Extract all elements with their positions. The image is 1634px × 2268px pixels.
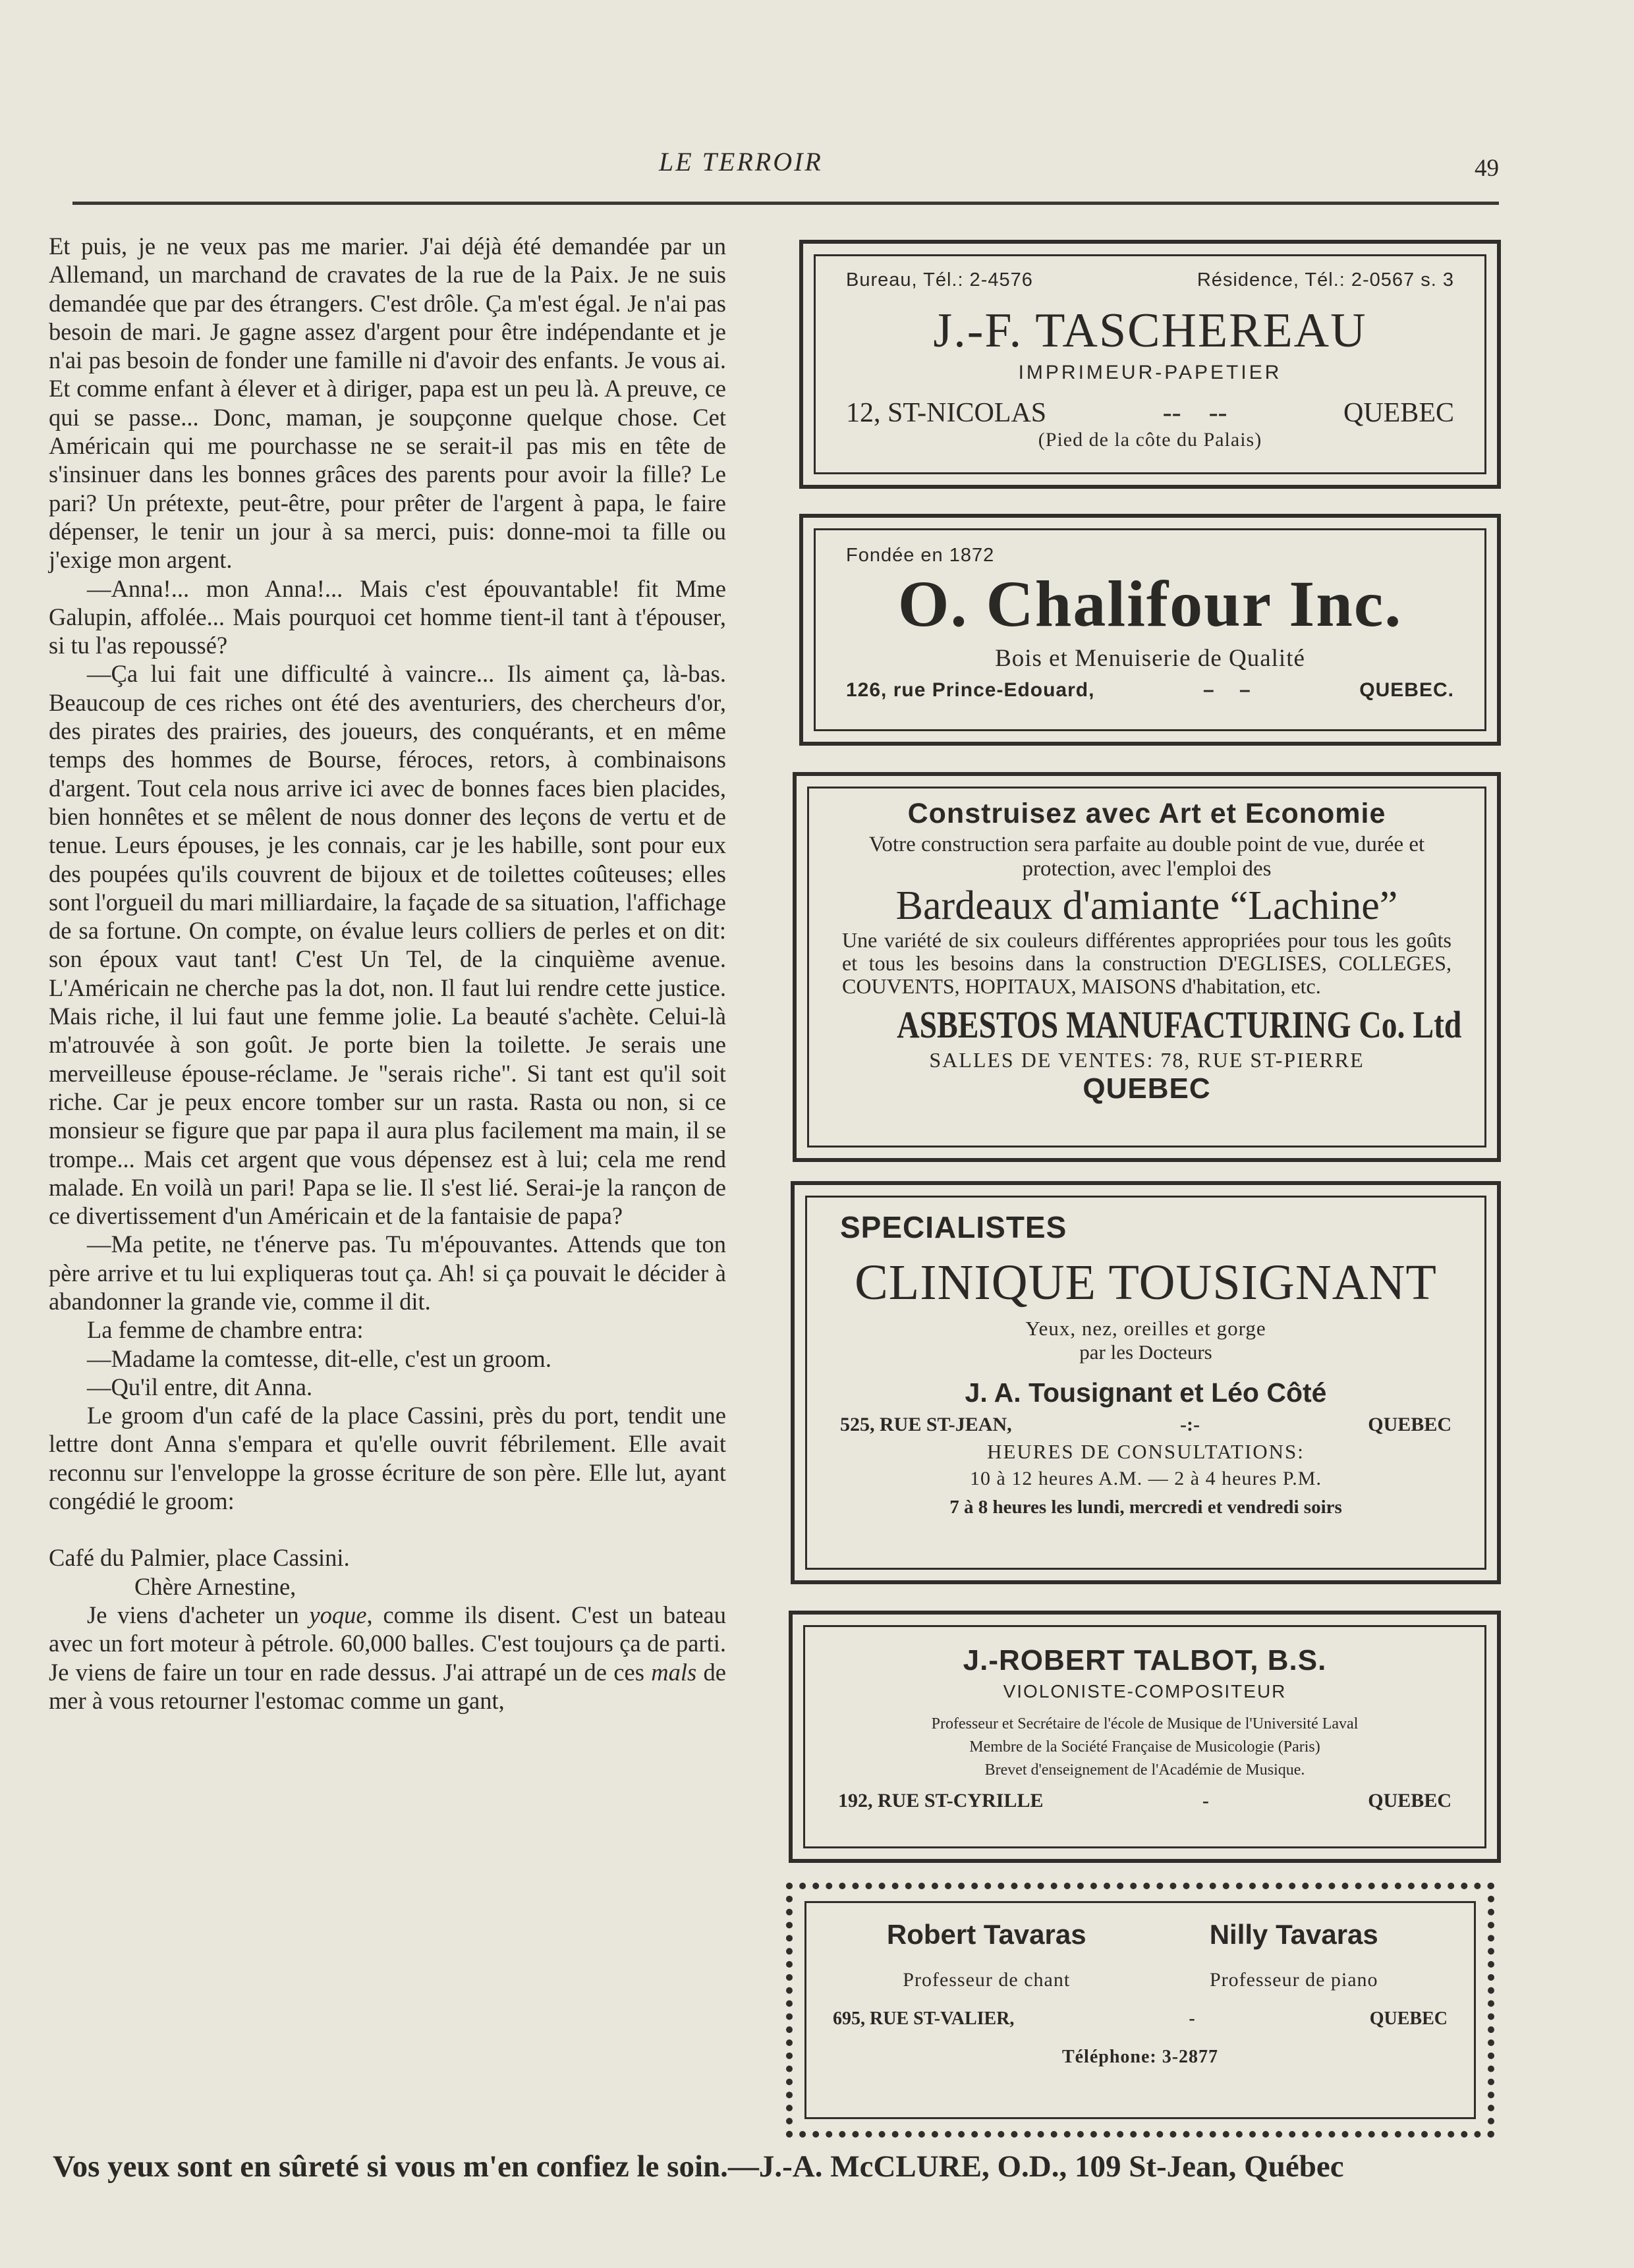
paragraph: —Qu'il entre, dit Anna.	[87, 1373, 313, 1400]
letter-body: Je viens d'acheter un yoque, comme ils disent. C'est un bateau avec un fort moteur à pétrole. 60,000 balles. C'est toujours ça de parti. Je viens de faire un tour en rade dessus. J'ai attrapé un de ces mals de mer à vous retourner l'estomac comme un gant,	[49, 1601, 726, 1714]
paragraph: —Madame la comtesse, dit-elle, c'est un groom.	[87, 1344, 551, 1372]
teacher-role: Professeur de chant	[903, 1969, 1071, 1991]
ad-tavaras	[786, 1883, 1494, 2138]
city: QUEBEC	[1368, 1414, 1451, 1435]
salesroom-address: SALLES DE VENTES: 78, RUE ST-PIERRE	[929, 1048, 1365, 1072]
paragraph: —Anna!... mon Anna!... Mais c'est épouvantable! fit Mme Galupin, affolée... Mais pourquoi cet homme tient-il tant à t'épouser, si tu l'as repoussé?	[49, 574, 726, 659]
company-name: ASBESTOS MANUFACTURING Co. Ltd	[897, 1003, 1462, 1046]
running-title: LE TERROIR	[659, 147, 823, 177]
phone: Téléphone: 3-2877	[1061, 2047, 1219, 2067]
company-name: J.-F. TASCHEREAU	[933, 304, 1367, 358]
separator: – –	[1203, 679, 1251, 701]
ad-asbestos-lachine	[793, 772, 1501, 1162]
teacher-name: Nilly Tavaras	[1209, 1919, 1378, 1950]
city: QUEBEC	[1368, 1790, 1451, 1812]
city: QUEBEC	[1343, 398, 1454, 428]
teacher-name: Robert Tavaras	[886, 1919, 1086, 1950]
separator: -- --	[1162, 398, 1227, 428]
founded-year: Fondée en 1872	[846, 545, 995, 566]
credential-line: Professeur et Secrétaire de l'école de Musique de l'Université Laval	[931, 1715, 1359, 1732]
address: 126, rue Prince-Edouard,	[846, 679, 1095, 701]
paragraph: Et puis, je ne veux pas me marier. J'ai déjà été demandée par un Allemand, un marchand de cravates de la rue de la Paix. Je ne suis demandée que par des étrangers. C'est drôle. Ça m'est égal. Je n'ai pas besoin de mari. Je gagne assez d'argent pour être indépendante et je n'ai pas besoin de fonder une famille ni d'avoir des enfants. Je vous ai. Et comme enfant à élever et à diriger, papa est un peu là. A preuve, ce qui se passe... Donc, maman, je soupçonne quelque chose. Cet Américain qui me pourchasse ne se serait-il pas mis en tête de s'insinuer dans les bonnes grâces des parents pour avoir la fille? Le pari? Un prétexte, peut-être, pour prêter de l'argent à papa, le faire dépenser, le tenir un jour à sa merci, puis: donne-moi ta fille ou j'exige mon argent.	[49, 233, 726, 574]
tagline: Bois et Menuiserie de Qualité	[995, 645, 1305, 672]
intro-text: Votre construction sera parfaite au double point de vue, durée et protection, avec l'emploi des	[868, 833, 1425, 881]
paragraph: Le groom d'un café de la place Cassini, près du port, tendit une lettre dont Anna s'empara et qu'elle ouvrit fébrilement. Elle avait reconnu sur l'enveloppe la grosse écriture de son père. Elle lut, ayant congédié le groom:	[49, 1402, 726, 1515]
header-rule	[72, 202, 1499, 205]
clinic-name: CLINIQUE TOUSIGNANT	[855, 1255, 1437, 1310]
hours: 10 à 12 heures A.M. — 2 à 4 heures P.M.	[970, 1468, 1322, 1489]
credential-line: Brevet d'enseignement de l'Académie de Musique.	[984, 1761, 1305, 1779]
location-note: (Pied de la côte du Palais)	[1038, 429, 1262, 451]
address: 12, ST-NICOLAS	[846, 398, 1047, 428]
separator: -:-	[1179, 1414, 1200, 1435]
specialist-label: SPECIALISTES	[840, 1210, 1067, 1244]
evening-hours: 7 à 8 heures les lundi, mercredi et vendredi soirs	[949, 1497, 1342, 1518]
specialty: Yeux, nez, oreilles et gorge	[1025, 1317, 1266, 1340]
ad-clinique-tousignant	[791, 1181, 1501, 1584]
headline: Construisez avec Art et Economie	[907, 798, 1386, 829]
product-name: Bardeaux d'amiante “Lachine”	[895, 883, 1398, 928]
separator: -	[1202, 1790, 1209, 1812]
credential-line: Membre de la Société Française de Musicologie (Paris)	[969, 1738, 1320, 1756]
city: QUEBEC	[1083, 1072, 1211, 1105]
address: 192, RUE ST-CYRILLE	[838, 1790, 1044, 1812]
company-name: O. Chalifour Inc.	[897, 567, 1403, 640]
ad-chalifour	[799, 514, 1501, 746]
product-description: Une variété de six couleurs différentes appropriées pour tous les goûts et tous les besoins dans la construction D'EGLISES, COLLEGES, COUVENTS, HOPITAUX, MAISONS d'habitation, etc.	[842, 928, 1451, 998]
paragraph: La femme de chambre entra:	[87, 1316, 364, 1344]
ad-taschereau	[799, 240, 1501, 489]
paragraph: —Ça lui fait une difficulté à vaincre... Ils aiment ça, là-bas. Beaucoup de ces riches ont été des aventuriers, des chercheurs d'or, des pirates des prairies, des joueurs, des conquérants, et en même temps des hommes de Bourse, féroces, retors, à combinaisons d'argent. Tout cela nous arrive ici avec de bonnes faces bien placides, bien honnêtes et se mêlent de nous donner des leçons de vertu et de tenue. Leurs épouses, je les connais, car je les habille, sont pour eux des poupées qu'ils couvrent de bijoux et de toilettes coûteuses; elles sont l'orgueil du mari milliardaire, la façade de sa situation, l'affichage de sa fortune. On compte, on évalue leurs colliers de perles et on dit: son époux vaut tant! C'est Un Tel, de la cinquième avenue. L'Américain ne cherche pas la dot, non. Il faut lui rendre cette justice. Mais riche, il lui faut une femme jolie. La beauté s'achète. Celui-là m'atrouvée à son goût. Je porte bien la toilette. Je serais une merveilleuse épouse-réclame. Je "serais riche". Si tant est qu'il soit riche. Car je peux encore tomber sur un rasta. Rasta ou non, si ce monsieur se figure que par papa il aura plus facilement ma main, il se trompe... Mais cet argent que vous dépensez est à lui; cela me rend malade. En voilà un pari! Papa se lie. Il s'est lié. Serai-je la rançon de ce divertissement d'un Américain et de la fantaisie de papa?	[49, 660, 726, 1230]
paragraph: —Ma petite, ne t'énerve pas. Tu m'épouvantes. Attends que ton père arrive et tu lui expliqueras tout ça. Ah! si ça pouvait le décider à abandonner la grande vie, comme il dit.	[49, 1231, 726, 1315]
city: QUEBEC.	[1359, 679, 1454, 701]
ad-talbot	[789, 1611, 1501, 1863]
letter-salutation: Chère Arnestine,	[134, 1572, 296, 1600]
bureau-phone: Bureau, Tél.: 2-4576	[846, 269, 1033, 290]
profession: VIOLONISTE-COMPOSITEUR	[1003, 1681, 1287, 1701]
separator: -	[1189, 2008, 1195, 2029]
letter-place: Café du Palmier, place Cassini.	[49, 1544, 350, 1572]
hours-title: HEURES DE CONSULTATIONS:	[987, 1440, 1305, 1463]
city: QUEBEC	[1369, 2008, 1448, 2029]
address: 525, RUE ST-JEAN,	[840, 1414, 1012, 1435]
page-number: 49	[1475, 155, 1499, 182]
footer-advertisement: Vos yeux sont en sûreté si vous m'en confiez le soin.—J.-A. McCLURE, O.D., 109 St-Jean, Québec	[53, 2149, 1344, 2184]
doctors-by: par les Docteurs	[1079, 1341, 1212, 1364]
article-column	[49, 232, 726, 1715]
musician-name: J.-ROBERT TALBOT, B.S.	[963, 1644, 1327, 1676]
doctors-names: J. A. Tousignant et Léo Côté	[965, 1377, 1327, 1408]
profession: IMPRIMEUR-PAPETIER	[1018, 362, 1282, 383]
address: 695, RUE ST-VALIER,	[833, 2008, 1015, 2029]
residence-phone: Résidence, Tél.: 2-0567 s. 3	[1197, 269, 1454, 290]
teacher-role: Professeur de piano	[1209, 1969, 1378, 1991]
